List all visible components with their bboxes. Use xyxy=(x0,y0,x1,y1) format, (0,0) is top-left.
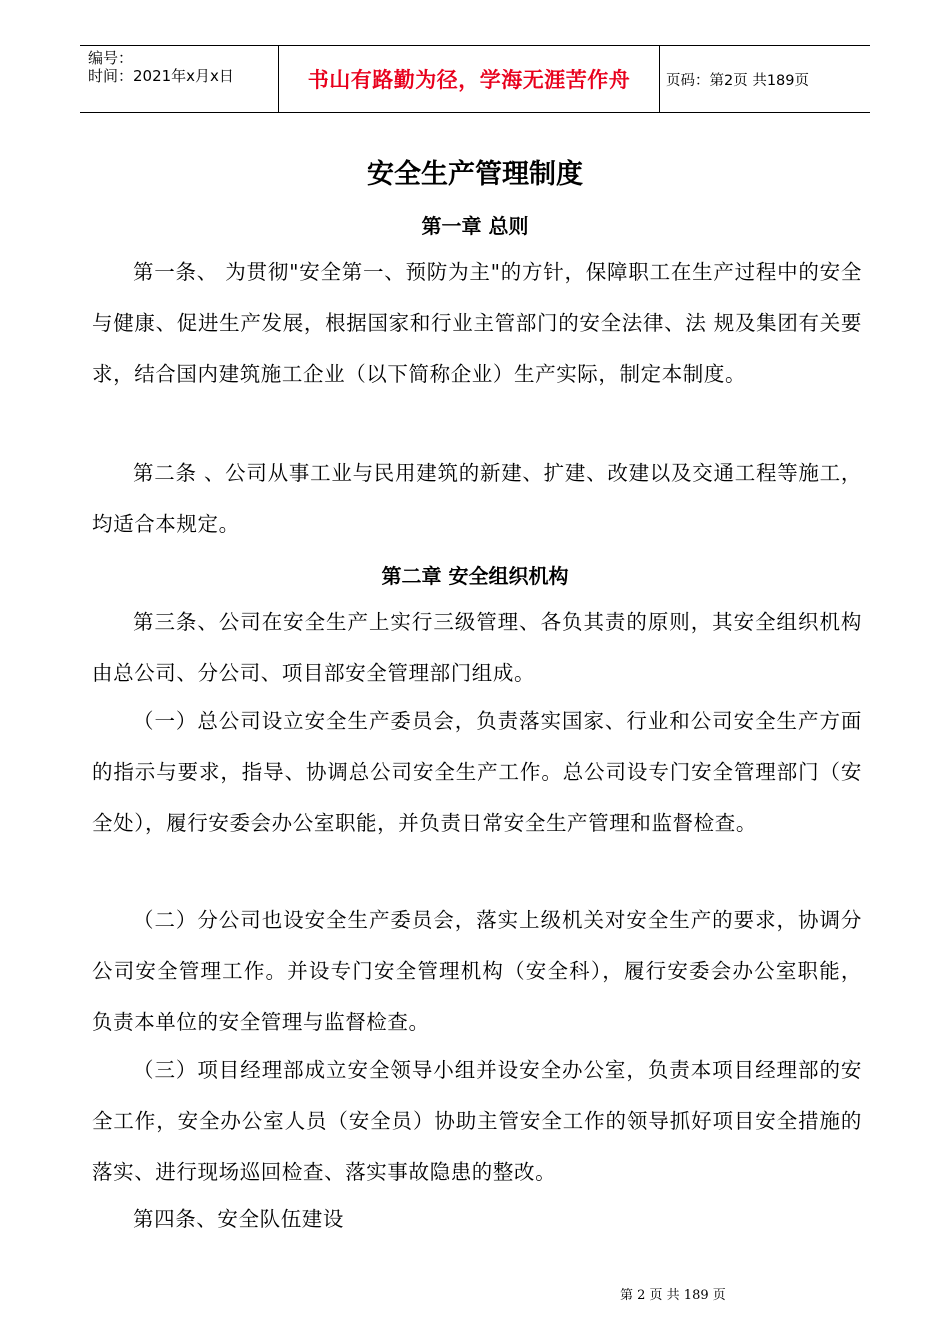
paragraph-article-3: 第三条、公司在安全生产上实行三级管理、各负其责的原则，其安全组织机构由总公司、分公司、项目部安全管理部门组成。 xyxy=(92,610,862,685)
header-motto: 书山有路勤为径，学海无涯苦作舟 xyxy=(278,46,660,112)
header-meta xyxy=(80,46,278,112)
chapter-2-heading: 第二章 安全组织机构 xyxy=(381,564,569,588)
date-label: 时间：2021年x月x日 xyxy=(88,67,234,85)
number-label: 编号： xyxy=(88,49,134,67)
paragraph-clause-1: （一）总公司设立安全生产委员会，负责落实国家、行业和公司安全生产方面的指示与要求，指导、协调总公司安全生产工作。总公司设专门安全管理部门（安全处），履行安委会办公室职能，并负责日常安全生产管理和监督检查。 xyxy=(92,709,862,835)
paragraph-article-1: 第一条、 为贯彻"安全第一、预防为主"的方针，保障职工在生产过程中的安全与健康、促进生产发展，根据国家和行业主管部门的安全法律、法 规及集团有关要求，结合国内建筑施工企业（以下简称企业）生产实际，制定本制度。 xyxy=(92,260,862,386)
page-header xyxy=(80,45,870,113)
paragraph-clause-3: （三）项目经理部成立安全领导小组并设安全办公室，负责本项目经理部的安全工作，安全办公室人员（安全员）协助主管安全工作的领导抓好项目安全措施的落实、进行现场巡回检查、落实事故隐患的整改。 xyxy=(92,1058,862,1184)
paragraph-article-4: 第四条、安全队伍建设 xyxy=(133,1207,344,1231)
footer-page-number: 第 2 页 共 189 页 xyxy=(620,1288,726,1303)
document-title: 安全生产管理制度 xyxy=(367,159,583,190)
paragraph-clause-2: （二）分公司也设安全生产委员会，落实上级机关对安全生产的要求，协调分公司安全管理工作。并设专门安全管理机构（安全科），履行安委会办公室职能，负责本单位的安全管理与监督检查。 xyxy=(92,908,862,1034)
chapter-1-heading: 第一章 总则 xyxy=(421,214,529,238)
paragraph-article-2: 第二条 、公司从事工业与民用建筑的新建、扩建、改建以及交通工程等施工，均适合本规定。 xyxy=(92,461,862,536)
header-page-label: 页码：第2页 共189页 xyxy=(666,72,810,89)
